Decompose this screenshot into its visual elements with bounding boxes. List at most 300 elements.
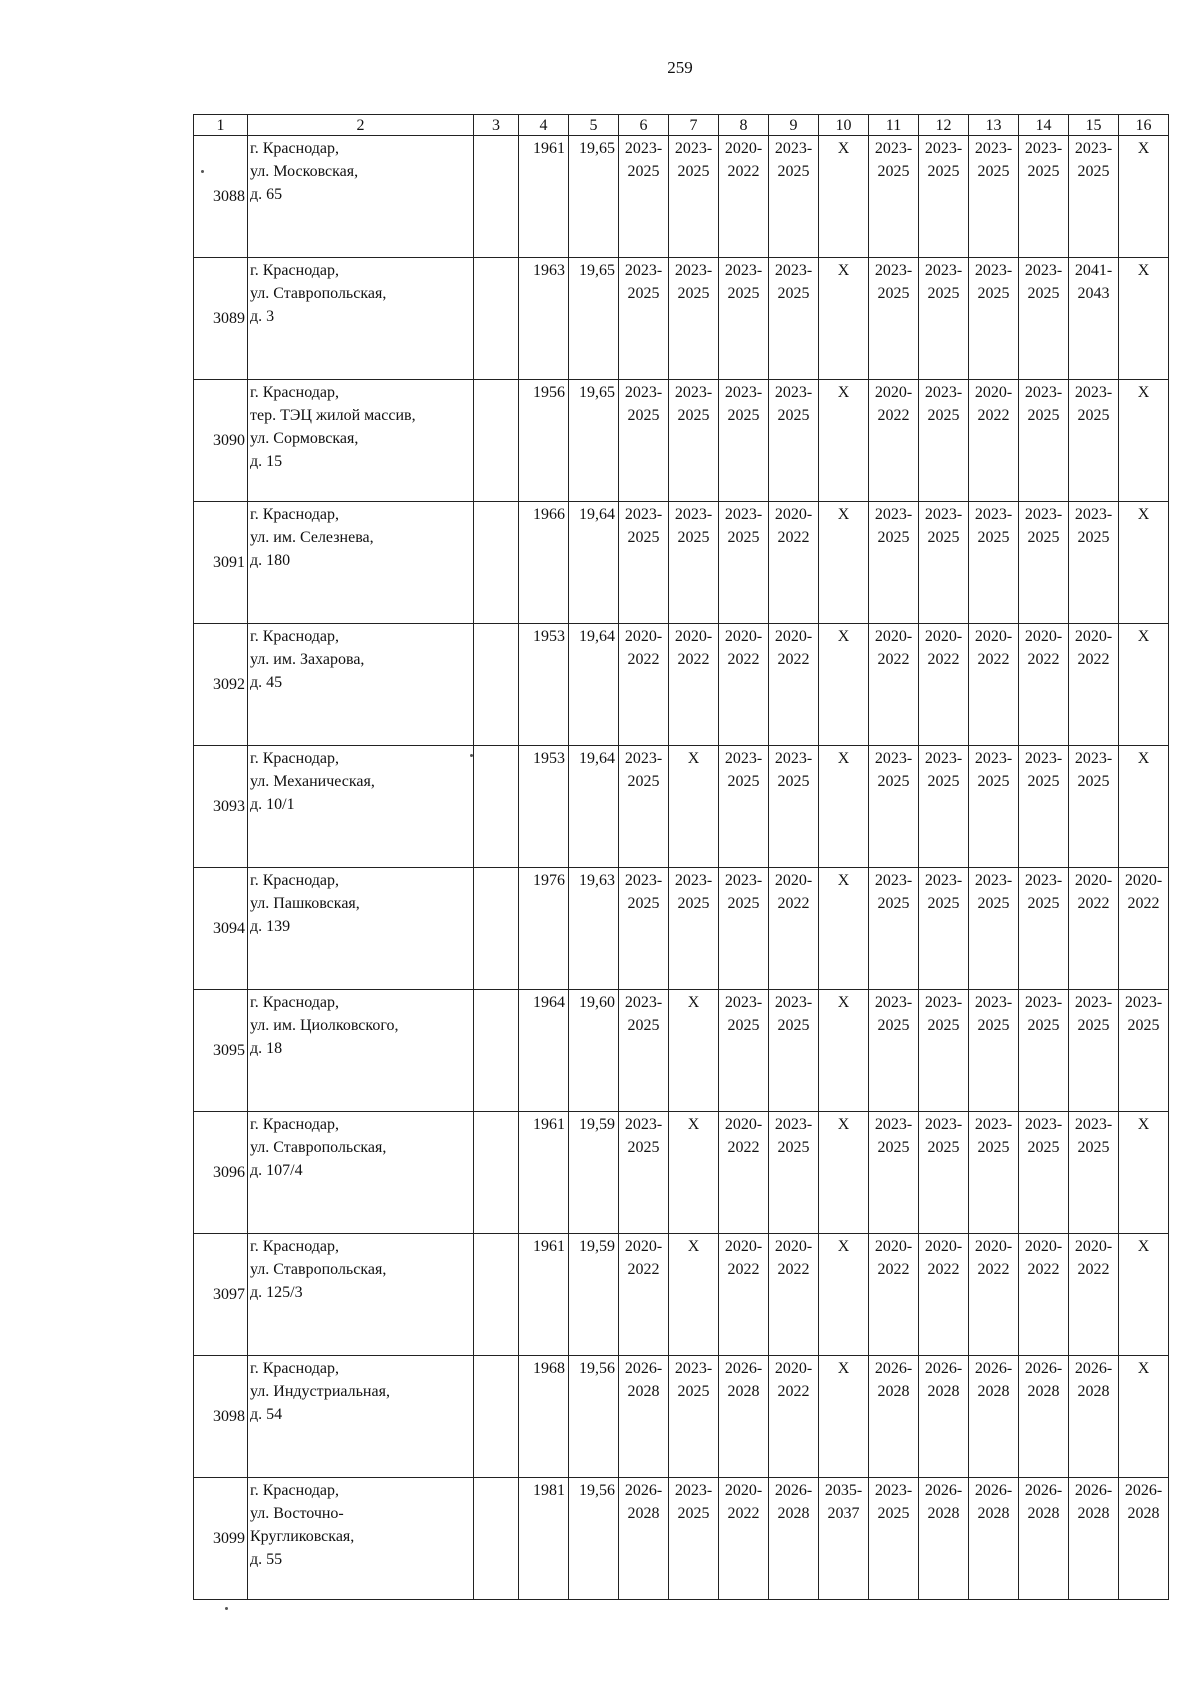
row-number: 3097 bbox=[194, 1234, 248, 1356]
period-end: 2025 bbox=[927, 773, 960, 790]
period-end: 2028 bbox=[877, 1383, 910, 1400]
period-start: X bbox=[837, 1360, 850, 1377]
period-end: 2025 bbox=[677, 163, 710, 180]
row-number: 3091 bbox=[194, 502, 248, 624]
period-start: 2023- bbox=[1024, 872, 1063, 889]
period-start: 2020- bbox=[724, 1482, 763, 1499]
address-line: г. Краснодар, bbox=[250, 872, 339, 889]
empty-cell bbox=[474, 624, 519, 746]
period-cell bbox=[969, 990, 1019, 1112]
table-row bbox=[194, 746, 1169, 868]
period-cell bbox=[669, 990, 719, 1112]
value-cell: 19,63 bbox=[569, 868, 619, 990]
period-end: 2025 bbox=[627, 1139, 660, 1156]
year-cell: 1953 bbox=[519, 746, 569, 868]
period-cell bbox=[769, 1478, 819, 1600]
period-cell bbox=[969, 136, 1019, 258]
row-number: 3092 bbox=[194, 624, 248, 746]
period-start: 2023- bbox=[874, 1116, 913, 1133]
address-line: д. 10/1 bbox=[250, 796, 295, 813]
period-end: 2022 bbox=[627, 1261, 660, 1278]
period-start: 2023- bbox=[924, 384, 963, 401]
period-start: 2026- bbox=[924, 1360, 963, 1377]
address-line: г. Краснодар, bbox=[250, 262, 339, 279]
period-cell bbox=[869, 1478, 919, 1600]
year-cell: 1963 bbox=[519, 258, 569, 380]
address-line: д. 3 bbox=[250, 308, 275, 325]
period-cell bbox=[869, 624, 919, 746]
period-end: 2025 bbox=[777, 285, 810, 302]
period-start: 2023- bbox=[1024, 750, 1063, 767]
period-start: 2023- bbox=[974, 1116, 1013, 1133]
period-cell bbox=[1119, 624, 1169, 746]
period-cell bbox=[669, 1356, 719, 1478]
period-cell bbox=[819, 136, 869, 258]
period-cell bbox=[669, 1478, 719, 1600]
period-start: 2023- bbox=[1024, 1116, 1063, 1133]
period-end: 2022 bbox=[1027, 651, 1060, 668]
period-end: 2025 bbox=[977, 1139, 1010, 1156]
period-start: X bbox=[837, 628, 850, 645]
period-cell bbox=[619, 1234, 669, 1356]
period-cell bbox=[969, 1112, 1019, 1234]
period-cell bbox=[719, 136, 769, 258]
period-start: 2023- bbox=[1074, 140, 1113, 157]
period-start: 2023- bbox=[874, 994, 913, 1011]
year-cell: 1976 bbox=[519, 868, 569, 990]
period-end: 2025 bbox=[777, 407, 810, 424]
period-cell bbox=[669, 868, 719, 990]
period-start: 2020- bbox=[1074, 628, 1113, 645]
row-number: 3095 bbox=[194, 990, 248, 1112]
period-start: 2020- bbox=[874, 384, 913, 401]
period-start: 2020- bbox=[724, 1238, 763, 1255]
period-end: 2022 bbox=[877, 651, 910, 668]
period-end: 2028 bbox=[1027, 1383, 1060, 1400]
period-cell bbox=[769, 746, 819, 868]
period-end: 2028 bbox=[1127, 1505, 1160, 1522]
period-cell bbox=[669, 136, 719, 258]
period-cell bbox=[669, 258, 719, 380]
period-end: 2028 bbox=[927, 1383, 960, 1400]
period-cell bbox=[1069, 990, 1119, 1112]
period-cell bbox=[919, 990, 969, 1112]
period-cell bbox=[719, 258, 769, 380]
period-start: 2023- bbox=[674, 140, 713, 157]
period-start: 2023- bbox=[974, 506, 1013, 523]
period-cell bbox=[669, 746, 719, 868]
period-start: X bbox=[1137, 628, 1150, 645]
period-start: 2023- bbox=[974, 140, 1013, 157]
year-cell: 1964 bbox=[519, 990, 569, 1112]
period-start: 2035- bbox=[824, 1482, 863, 1499]
period-end: 2025 bbox=[1077, 773, 1110, 790]
year-cell: 1961 bbox=[519, 136, 569, 258]
table-row bbox=[194, 990, 1169, 1112]
period-end: 2025 bbox=[977, 1017, 1010, 1034]
period-cell bbox=[869, 868, 919, 990]
address-line: г. Краснодар, bbox=[250, 750, 339, 767]
period-cell bbox=[819, 1478, 869, 1600]
column-number-11: 11 bbox=[869, 115, 919, 136]
period-start: X bbox=[837, 1238, 850, 1255]
period-end: 2028 bbox=[627, 1505, 660, 1522]
empty-cell bbox=[474, 1356, 519, 1478]
period-end: 2022 bbox=[927, 651, 960, 668]
period-end: 2028 bbox=[1077, 1383, 1110, 1400]
period-start: X bbox=[837, 994, 850, 1011]
row-number: 3094 bbox=[194, 868, 248, 990]
period-cell bbox=[819, 380, 869, 502]
value-cell: 19,56 bbox=[569, 1356, 619, 1478]
address-line: д. 180 bbox=[250, 552, 291, 569]
period-cell bbox=[719, 990, 769, 1112]
period-start: 2023- bbox=[874, 140, 913, 157]
period-cell bbox=[1069, 258, 1119, 380]
period-start: X bbox=[1137, 750, 1150, 767]
period-end: 2025 bbox=[1077, 1139, 1110, 1156]
period-start: X bbox=[1137, 384, 1150, 401]
empty-cell bbox=[474, 1234, 519, 1356]
value-cell: 19,65 bbox=[569, 258, 619, 380]
period-cell bbox=[969, 1478, 1019, 1600]
period-start: X bbox=[1137, 1360, 1150, 1377]
period-start: 2023- bbox=[624, 506, 663, 523]
period-start: 2020- bbox=[974, 628, 1013, 645]
period-start: 2023- bbox=[1074, 506, 1113, 523]
period-cell bbox=[769, 1356, 819, 1478]
period-end: 2022 bbox=[877, 407, 910, 424]
period-cell bbox=[919, 502, 969, 624]
period-cell bbox=[1019, 1478, 1069, 1600]
table-row bbox=[194, 1112, 1169, 1234]
address-line: ул. им. Селезнева, bbox=[250, 529, 374, 546]
period-cell bbox=[1069, 624, 1119, 746]
period-start: 2023- bbox=[774, 750, 813, 767]
address-line: д. 45 bbox=[250, 674, 283, 691]
period-cell bbox=[1069, 746, 1119, 868]
period-start: 2023- bbox=[774, 140, 813, 157]
period-start: 2020- bbox=[974, 1238, 1013, 1255]
empty-cell bbox=[474, 746, 519, 868]
period-cell bbox=[919, 380, 969, 502]
period-cell bbox=[1019, 868, 1069, 990]
period-start: 2023- bbox=[774, 1116, 813, 1133]
year-cell: 1961 bbox=[519, 1234, 569, 1356]
period-end: 2025 bbox=[677, 1505, 710, 1522]
period-cell bbox=[919, 1112, 969, 1234]
period-cell bbox=[869, 502, 919, 624]
period-cell bbox=[719, 624, 769, 746]
period-start: 2023- bbox=[1074, 1116, 1113, 1133]
period-end: 2025 bbox=[1077, 1017, 1110, 1034]
scan-speck bbox=[201, 170, 204, 173]
period-cell bbox=[719, 502, 769, 624]
table-row bbox=[194, 868, 1169, 990]
period-end: 2028 bbox=[627, 1383, 660, 1400]
period-end: 2025 bbox=[877, 773, 910, 790]
column-number-4: 4 bbox=[519, 115, 569, 136]
period-cell bbox=[919, 624, 969, 746]
period-end: 2025 bbox=[727, 1017, 760, 1034]
table-row bbox=[194, 380, 1169, 502]
period-cell bbox=[919, 258, 969, 380]
period-start: X bbox=[1137, 262, 1150, 279]
empty-cell bbox=[474, 136, 519, 258]
period-cell bbox=[1019, 990, 1069, 1112]
period-cell bbox=[1119, 1112, 1169, 1234]
period-start: 2023- bbox=[874, 872, 913, 889]
period-cell bbox=[869, 1112, 919, 1234]
address-line: тер. ТЭЦ жилой массив, bbox=[250, 407, 416, 424]
period-end: 2022 bbox=[977, 407, 1010, 424]
period-cell bbox=[719, 1112, 769, 1234]
period-end: 2022 bbox=[677, 651, 710, 668]
address-cell bbox=[248, 258, 474, 380]
period-start: 2026- bbox=[924, 1482, 963, 1499]
address-cell bbox=[248, 990, 474, 1112]
period-end: 2022 bbox=[977, 651, 1010, 668]
address-line: ул. Пашковская, bbox=[250, 895, 360, 912]
period-end: 2025 bbox=[927, 407, 960, 424]
period-end: 2025 bbox=[777, 1139, 810, 1156]
address-line: ул. Московская, bbox=[250, 163, 359, 180]
page-number: 259 bbox=[667, 58, 693, 77]
year-cell: 1953 bbox=[519, 624, 569, 746]
period-end: 2025 bbox=[627, 773, 660, 790]
address-cell bbox=[248, 136, 474, 258]
period-start: 2023- bbox=[674, 872, 713, 889]
period-cell bbox=[669, 1234, 719, 1356]
period-end: 2025 bbox=[627, 163, 660, 180]
period-end: 2025 bbox=[677, 407, 710, 424]
period-cell bbox=[769, 868, 819, 990]
period-cell bbox=[769, 1112, 819, 1234]
period-end: 2022 bbox=[927, 1261, 960, 1278]
period-end: 2022 bbox=[1077, 1261, 1110, 1278]
period-start: 2026- bbox=[624, 1360, 663, 1377]
period-start: 2023- bbox=[924, 1116, 963, 1133]
empty-cell bbox=[474, 1112, 519, 1234]
address-line: г. Краснодар, bbox=[250, 506, 339, 523]
period-end: 2022 bbox=[727, 1505, 760, 1522]
period-cell bbox=[1019, 502, 1069, 624]
period-cell bbox=[619, 1356, 669, 1478]
empty-cell bbox=[474, 868, 519, 990]
period-cell bbox=[819, 1234, 869, 1356]
period-start: X bbox=[687, 750, 700, 767]
period-end: 2025 bbox=[677, 895, 710, 912]
period-cell bbox=[1019, 746, 1069, 868]
period-start: 2020- bbox=[774, 872, 813, 889]
period-cell bbox=[769, 380, 819, 502]
period-start: 2023- bbox=[1024, 994, 1063, 1011]
period-cell bbox=[919, 1478, 969, 1600]
period-start: 2023- bbox=[674, 1482, 713, 1499]
address-line: г. Краснодар, bbox=[250, 1116, 339, 1133]
period-cell bbox=[1119, 1478, 1169, 1600]
period-start: 2020- bbox=[624, 1238, 663, 1255]
period-start: 2020- bbox=[874, 1238, 913, 1255]
period-cell bbox=[1069, 380, 1119, 502]
period-end: 2025 bbox=[1027, 285, 1060, 302]
period-end: 2025 bbox=[977, 529, 1010, 546]
period-start: 2020- bbox=[1024, 1238, 1063, 1255]
period-end: 2025 bbox=[627, 1017, 660, 1034]
period-end: 2025 bbox=[1077, 407, 1110, 424]
period-cell bbox=[1119, 868, 1169, 990]
value-cell: 19,59 bbox=[569, 1234, 619, 1356]
period-start: 2023- bbox=[974, 994, 1013, 1011]
period-end: 2025 bbox=[877, 1505, 910, 1522]
period-start: 2041- bbox=[1074, 262, 1113, 279]
period-cell bbox=[619, 136, 669, 258]
empty-cell bbox=[474, 502, 519, 624]
period-end: 2022 bbox=[727, 651, 760, 668]
period-end: 2025 bbox=[877, 1017, 910, 1034]
period-start: 2020- bbox=[774, 1360, 813, 1377]
address-line: ул. Механическая, bbox=[250, 773, 375, 790]
address-line: г. Краснодар, bbox=[250, 628, 339, 645]
address-line: Кругликовская, bbox=[250, 1528, 355, 1545]
period-cell bbox=[619, 868, 669, 990]
table-row bbox=[194, 502, 1169, 624]
period-cell bbox=[869, 1356, 919, 1478]
period-start: 2020- bbox=[1124, 872, 1163, 889]
period-start: 2023- bbox=[1024, 262, 1063, 279]
address-cell bbox=[248, 380, 474, 502]
period-cell bbox=[669, 380, 719, 502]
address-line: ул. Ставропольская, bbox=[250, 1139, 387, 1156]
address-line: д. 55 bbox=[250, 1551, 283, 1568]
table-row bbox=[194, 1356, 1169, 1478]
period-end: 2025 bbox=[877, 1139, 910, 1156]
column-number-row bbox=[194, 115, 1169, 136]
period-end: 2022 bbox=[727, 1261, 760, 1278]
year-cell: 1968 bbox=[519, 1356, 569, 1478]
period-start: 2023- bbox=[624, 140, 663, 157]
period-cell bbox=[869, 746, 919, 868]
period-end: 2025 bbox=[777, 773, 810, 790]
period-start: 2020- bbox=[674, 628, 713, 645]
column-number-16: 16 bbox=[1119, 115, 1169, 136]
period-cell bbox=[969, 746, 1019, 868]
empty-cell bbox=[474, 380, 519, 502]
period-start: 2023- bbox=[924, 994, 963, 1011]
period-start: 2023- bbox=[874, 262, 913, 279]
row-number: 3099 bbox=[194, 1478, 248, 1600]
period-start: 2023- bbox=[674, 506, 713, 523]
period-cell bbox=[1069, 1478, 1119, 1600]
period-start: 2026- bbox=[1074, 1360, 1113, 1377]
table-row bbox=[194, 1478, 1169, 1600]
period-cell bbox=[919, 1356, 969, 1478]
value-cell: 19,64 bbox=[569, 746, 619, 868]
period-cell bbox=[1019, 624, 1069, 746]
period-start: 2023- bbox=[1024, 384, 1063, 401]
period-end: 2025 bbox=[927, 529, 960, 546]
period-end: 2025 bbox=[877, 163, 910, 180]
period-end: 2025 bbox=[927, 1139, 960, 1156]
address-line: ул. Восточно- bbox=[250, 1505, 344, 1522]
period-cell bbox=[669, 1112, 719, 1234]
period-start: 2020- bbox=[974, 384, 1013, 401]
empty-cell bbox=[474, 990, 519, 1112]
scan-speck bbox=[225, 1607, 228, 1610]
period-cell bbox=[869, 990, 919, 1112]
period-cell bbox=[819, 502, 869, 624]
period-start: 2023- bbox=[674, 384, 713, 401]
period-cell bbox=[619, 502, 669, 624]
period-start: 2023- bbox=[924, 140, 963, 157]
period-end: 2025 bbox=[727, 285, 760, 302]
period-start: 2023- bbox=[874, 1482, 913, 1499]
period-start: 2023- bbox=[724, 750, 763, 767]
period-cell bbox=[619, 380, 669, 502]
column-number-13: 13 bbox=[969, 115, 1019, 136]
period-cell bbox=[969, 868, 1019, 990]
period-start: X bbox=[1137, 1116, 1150, 1133]
period-cell bbox=[869, 1234, 919, 1356]
row-number: 3089 bbox=[194, 258, 248, 380]
period-end: 2025 bbox=[1027, 529, 1060, 546]
period-cell bbox=[919, 746, 969, 868]
address-line: г. Краснодар, bbox=[250, 1482, 339, 1499]
address-cell bbox=[248, 868, 474, 990]
period-end: 2022 bbox=[777, 529, 810, 546]
period-start: 2020- bbox=[724, 628, 763, 645]
period-cell bbox=[619, 624, 669, 746]
period-start: 2023- bbox=[1074, 750, 1113, 767]
period-end: 2022 bbox=[977, 1261, 1010, 1278]
period-end: 2025 bbox=[927, 895, 960, 912]
period-end: 2025 bbox=[977, 163, 1010, 180]
period-start: 2026- bbox=[724, 1360, 763, 1377]
period-cell bbox=[719, 1234, 769, 1356]
period-end: 2022 bbox=[1127, 895, 1160, 912]
period-start: X bbox=[837, 140, 850, 157]
value-cell: 19,64 bbox=[569, 624, 619, 746]
period-start: X bbox=[687, 1238, 700, 1255]
period-cell bbox=[819, 258, 869, 380]
period-start: 2023- bbox=[624, 994, 663, 1011]
period-start: 2026- bbox=[774, 1482, 813, 1499]
value-cell: 19,59 bbox=[569, 1112, 619, 1234]
period-cell bbox=[1069, 1234, 1119, 1356]
period-end: 2025 bbox=[727, 895, 760, 912]
period-start: 2023- bbox=[1074, 384, 1113, 401]
period-cell bbox=[669, 502, 719, 624]
period-end: 2022 bbox=[777, 895, 810, 912]
period-cell bbox=[869, 258, 919, 380]
row-number: 3093 bbox=[194, 746, 248, 868]
column-number-9: 9 bbox=[769, 115, 819, 136]
period-cell bbox=[619, 1478, 669, 1600]
period-start: 2023- bbox=[774, 994, 813, 1011]
period-start: 2020- bbox=[724, 140, 763, 157]
address-line: д. 107/4 bbox=[250, 1162, 303, 1179]
register-table bbox=[193, 114, 1169, 1600]
row-number: 3096 bbox=[194, 1112, 248, 1234]
period-end: 2025 bbox=[727, 529, 760, 546]
period-cell bbox=[1019, 1356, 1069, 1478]
period-cell bbox=[919, 868, 969, 990]
period-start: X bbox=[1137, 140, 1150, 157]
period-start: 2020- bbox=[774, 1238, 813, 1255]
period-start: 2023- bbox=[624, 750, 663, 767]
period-cell bbox=[819, 1356, 869, 1478]
period-start: X bbox=[837, 384, 850, 401]
